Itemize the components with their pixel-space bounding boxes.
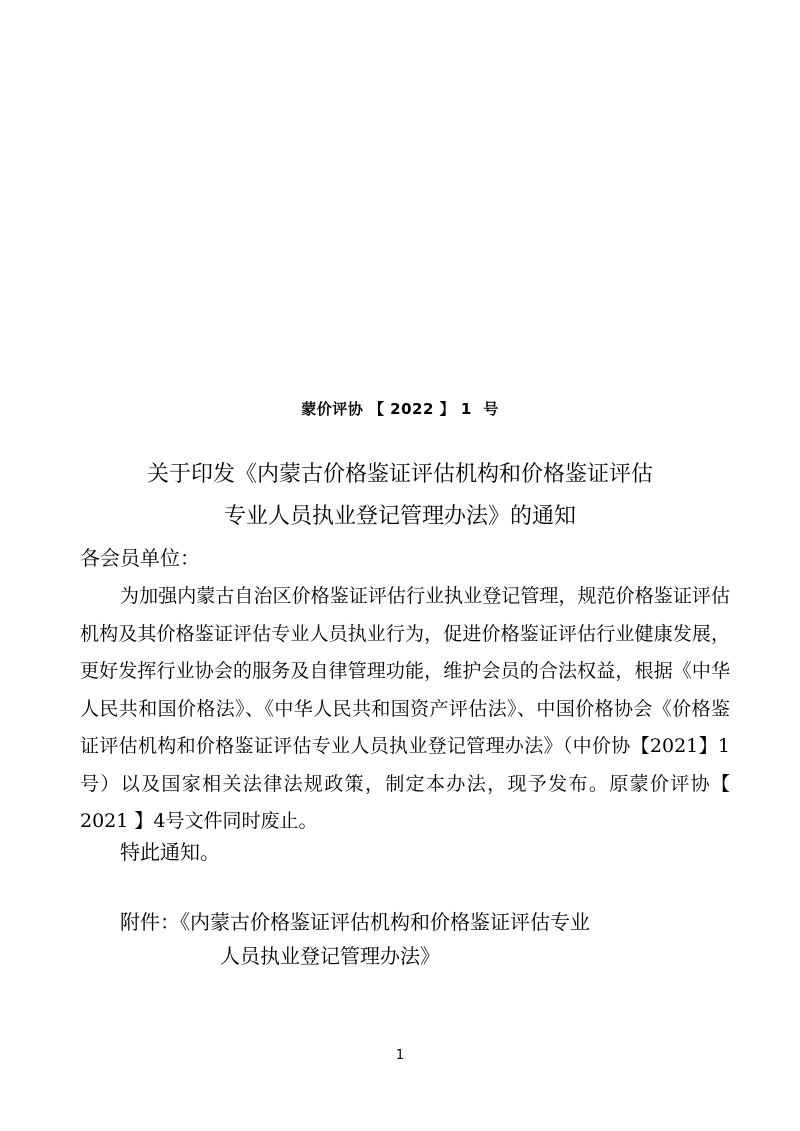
body-paragraph: 为加强内蒙古自治区价格鉴证评估行业执业登记管理，规范价格鉴证评估机构及其价格鉴证评估专业人员执业行为，促进价格鉴证评估行业健康发展，更好发挥行业协会的服务及自律管理功能，维护会员的合法权益，根据《中华人民共和国价格法》、《中华人民共和国资产评估法》、中国价格协会《价格鉴证评估机构和价格鉴证评估专业人员执业登记管理办法》（中价协【2021】1号）以及国家相关法律法规政策，制定本办法，现予发布。原蒙价评协【 2021 】4号文件同时废止。	[80, 585, 730, 832]
salutation: 各会员单位：	[80, 546, 200, 570]
closing-line: 特此通知。	[120, 840, 220, 864]
document-title-line-2: 专业人员执业登记管理办法》的通知	[223, 504, 576, 529]
document-title-line-1: 关于印发《内蒙古价格鉴证评估机构和价格鉴证评估	[146, 462, 653, 487]
attachment-line-2: 人员执业登记管理办法》	[220, 944, 440, 968]
attachment-line-1: 附件：《内蒙古价格鉴证评估机构和价格鉴证评估专业	[120, 910, 590, 934]
document-number: 蒙价评协 【 2022 】 1 号	[301, 400, 499, 418]
page-number: 1	[395, 1048, 405, 1063]
